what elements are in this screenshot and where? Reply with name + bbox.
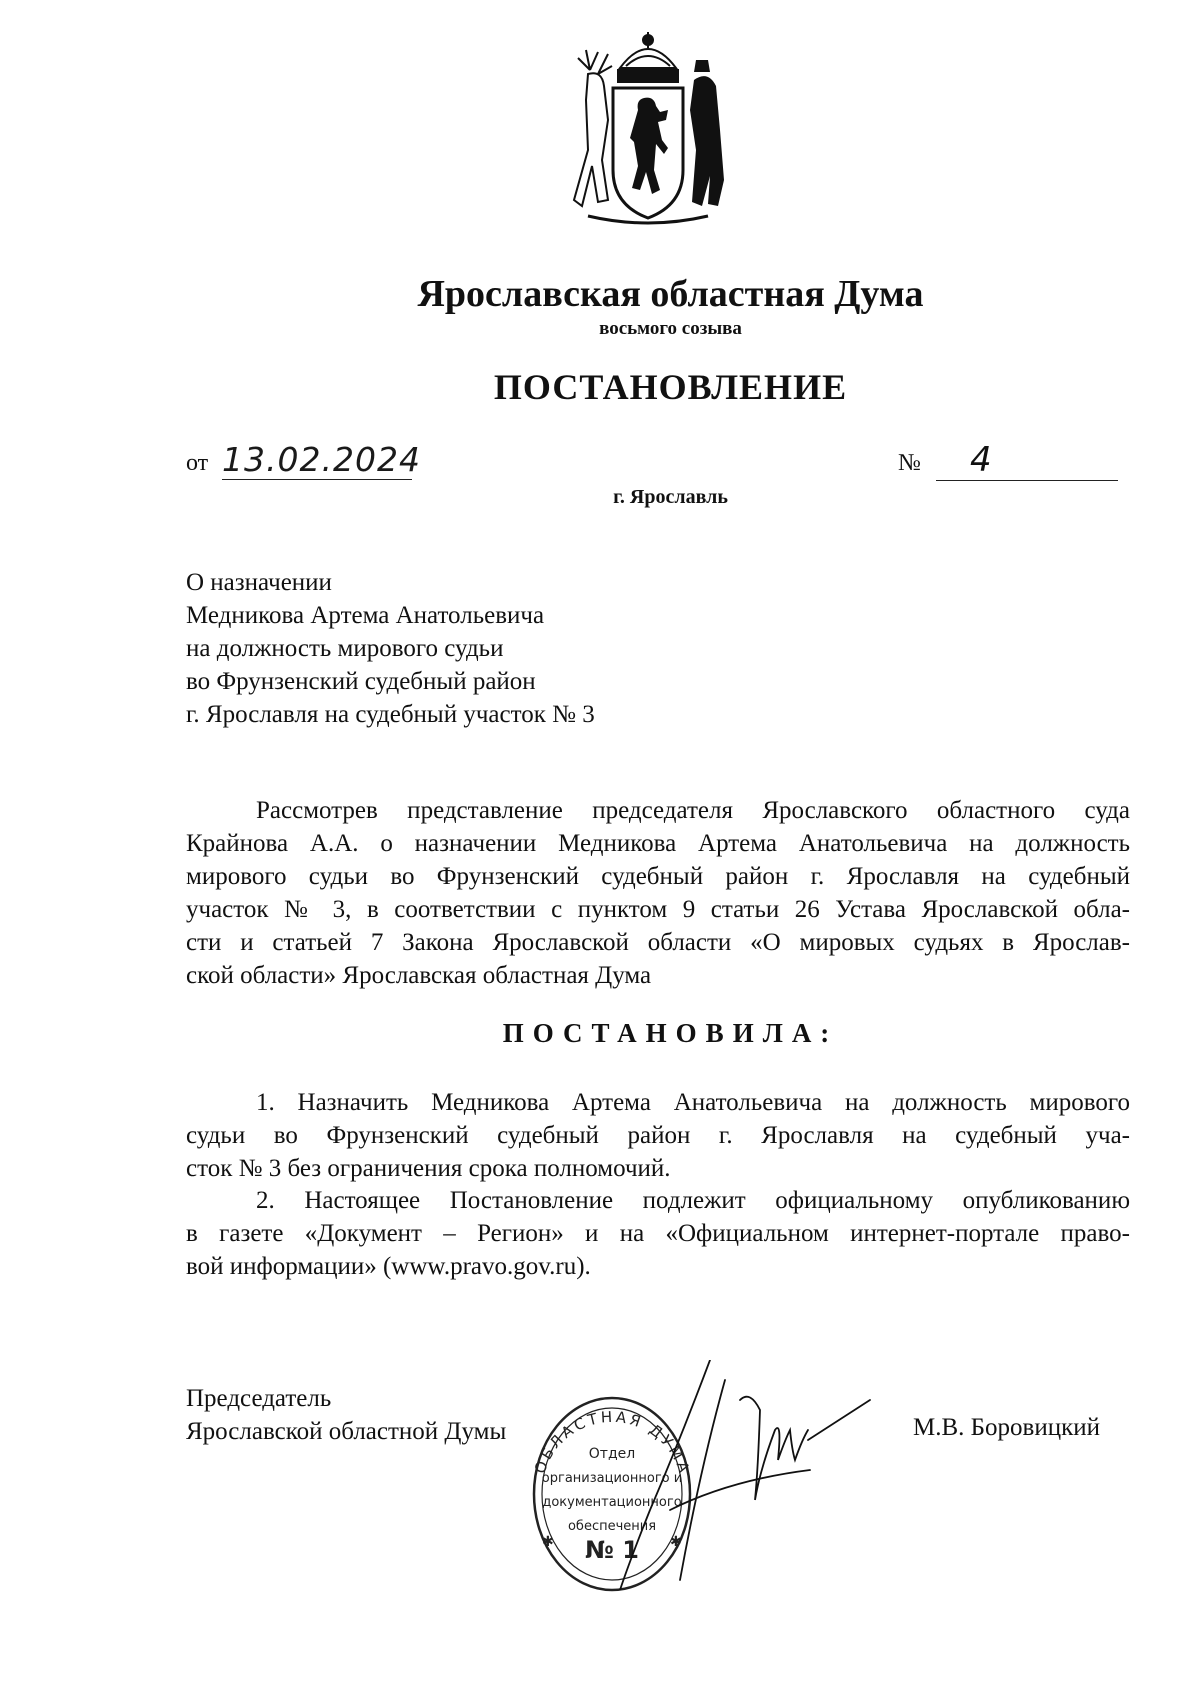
item-line: сток № 3 без ограничения срока полномочий.	[186, 1155, 671, 1182]
subject-line: во Фрунзенский судебный район	[186, 668, 536, 695]
subject-block	[186, 566, 595, 731]
preamble-line: сти и статьей 7 Закона Ярославской области «О мировых судьях в Ярослав-	[186, 929, 1130, 956]
date-prefix-label: от	[186, 450, 209, 476]
signer-name: М.В. Боровицкий	[913, 1414, 1100, 1441]
subject-line: Медникова Артема Анатольевича	[186, 602, 545, 629]
handwritten-number: 4	[936, 440, 1118, 481]
resolution-item-2	[186, 1184, 1130, 1283]
stamp-line: обеспечения	[567, 1519, 657, 1534]
convocation-subtitle: восьмого созыва	[599, 318, 742, 339]
item-line: в газете «Документ – Регион» и на «Официальном интернет-портале право-	[186, 1220, 1130, 1247]
preamble-paragraph	[186, 794, 1130, 992]
signatory-position	[186, 1382, 506, 1448]
position-line: Ярославской областной Думы	[186, 1418, 507, 1445]
city-line: г. Ярославль	[613, 486, 728, 508]
stamp-line: организационного и	[541, 1471, 683, 1486]
item-line: 2. Настоящее Постановление подлежит официальному опубликованию	[256, 1187, 1130, 1214]
stamp-star-icon: ✱	[670, 1534, 682, 1550]
stamp-ring-text: ОБЛАСТНАЯ ДУМА	[530, 1407, 694, 1478]
stamp-number: № 1	[585, 1536, 639, 1564]
resolved-heading: ПОСТАНОВИЛА:	[502, 1018, 839, 1048]
preamble-line: мирового судьи во Фрунзенский судебный район г. Ярославля на судебный	[186, 863, 1130, 890]
handwritten-signature	[610, 1360, 880, 1590]
item-line: вой информации» (www.pravo.gov.ru).	[186, 1253, 591, 1280]
subject-line: г. Ярославля на судебный участок № 3	[186, 701, 595, 728]
number-label: №	[898, 450, 921, 476]
stamp-line: документационного	[542, 1495, 682, 1510]
stamp-line: Отдел	[588, 1446, 636, 1462]
preamble-line: Рассмотрев представление председателя Ярославского областного суда	[256, 797, 1130, 824]
subject-line: О назначении	[186, 569, 332, 596]
item-line: судьи во Фрунзенский судебный район г. Ярославля на судебный уча-	[186, 1122, 1130, 1149]
position-line: Председатель	[186, 1385, 332, 1412]
subject-line: на должность мирового судьи	[186, 635, 504, 662]
item-line: 1. Назначить Медникова Артема Анатольевича на должность мирового	[256, 1089, 1130, 1116]
handwritten-date: 13.02.2024	[222, 440, 421, 479]
coat-of-arms-emblem	[568, 30, 728, 230]
stamp-star-icon: ✱	[542, 1534, 554, 1550]
preamble-line: ской области» Ярославская областная Дума	[186, 962, 652, 989]
organization-title: Ярославская областная Дума	[417, 273, 924, 315]
preamble-line: участок № 3, в соответствии с пунктом 9 статьи 26 Устава Ярославской обла-	[186, 896, 1130, 923]
document-type-heading: ПОСТАНОВЛЕНИЕ	[493, 367, 848, 407]
resolution-item-1	[186, 1086, 1130, 1185]
preamble-line: Крайнова А.А. о назначении Медникова Артема Анатольевича на должность	[186, 830, 1130, 857]
